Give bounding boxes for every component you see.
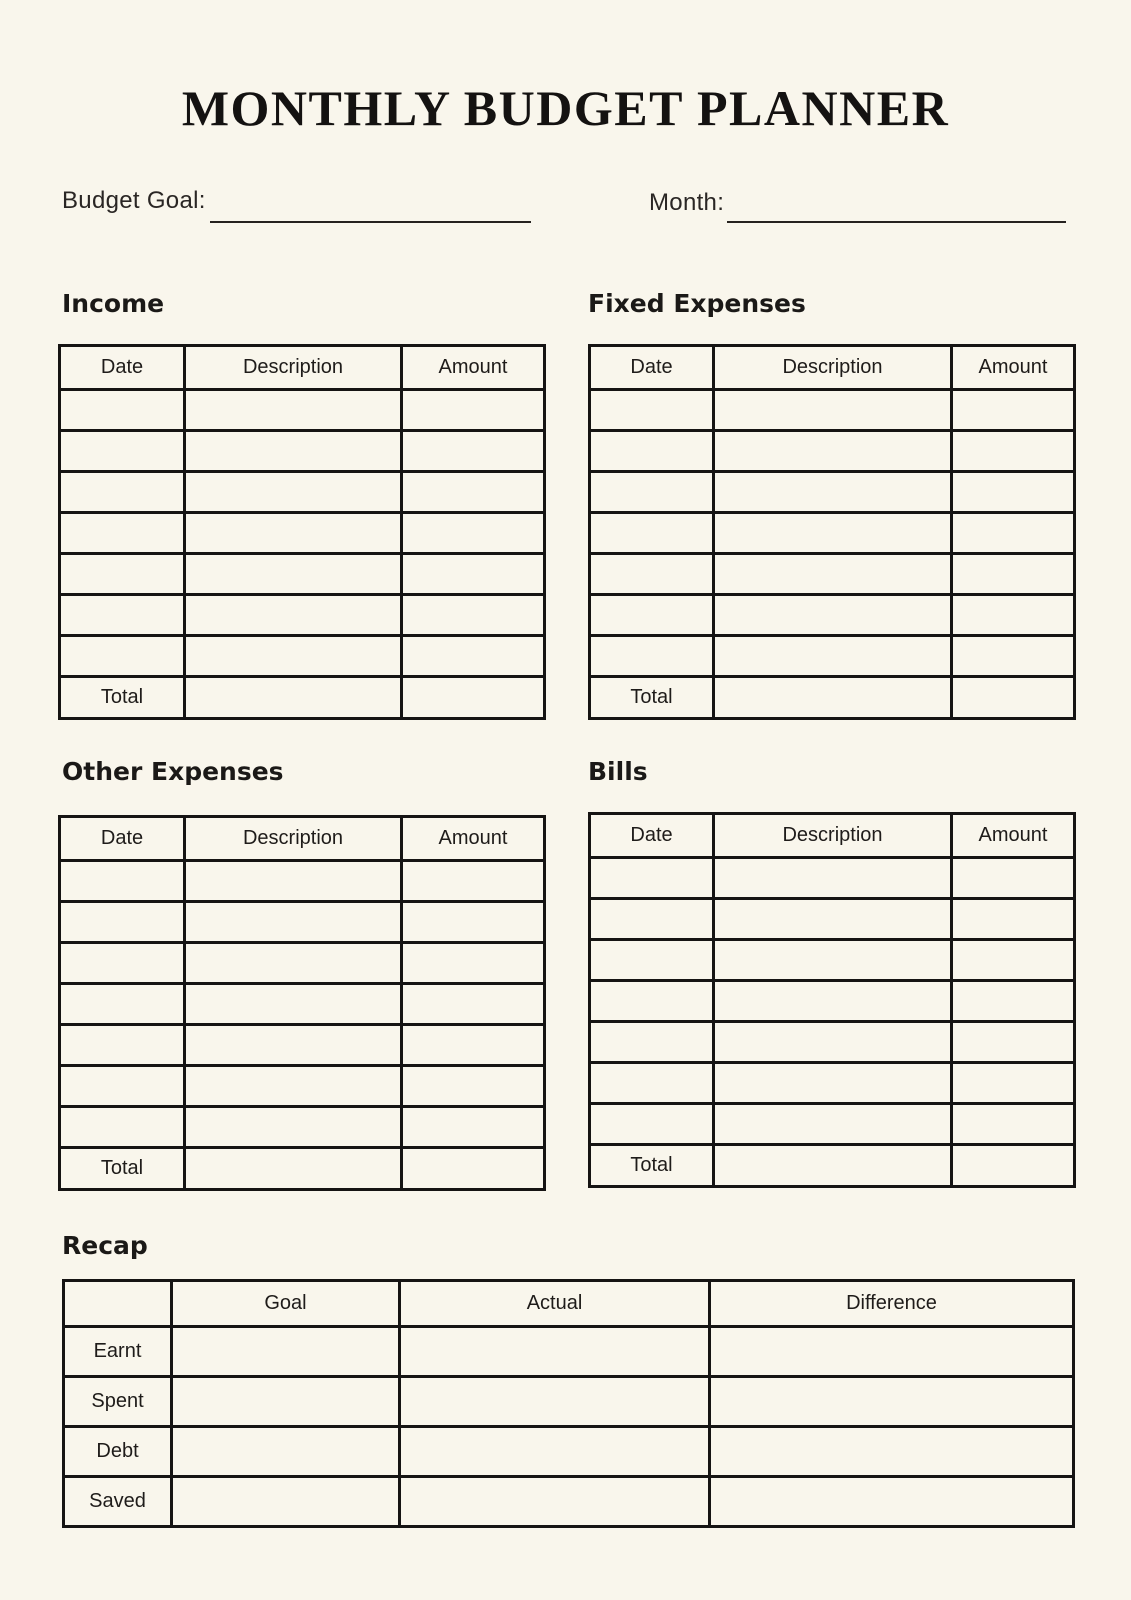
fixed-expenses-total-label: Total <box>590 677 714 719</box>
income-section-heading: Income <box>62 289 165 318</box>
bills-empty-row <box>590 1104 1075 1145</box>
income-description-cell[interactable] <box>185 390 402 431</box>
recap-corner-cell <box>64 1281 172 1327</box>
recap-spent-actual-cell[interactable] <box>400 1377 710 1427</box>
bills-amount-cell[interactable] <box>952 1063 1075 1104</box>
income-amount-cell[interactable] <box>402 472 545 513</box>
recap-column-header-difference: Difference <box>710 1281 1074 1327</box>
income-amount-cell[interactable] <box>402 636 545 677</box>
other-expenses-date-cell[interactable] <box>60 984 185 1025</box>
other-expenses-empty-row <box>60 1025 545 1066</box>
fixed-expenses-empty-row <box>590 431 1075 472</box>
bills-description-cell[interactable] <box>714 1063 952 1104</box>
income-date-cell[interactable] <box>60 554 185 595</box>
income-description-cell[interactable] <box>185 636 402 677</box>
other-expenses-date-cell[interactable] <box>60 1066 185 1107</box>
recap-spent-goal-cell[interactable] <box>172 1377 400 1427</box>
other-expenses-date-cell[interactable] <box>60 861 185 902</box>
bills-column-header-description: Description <box>714 814 952 858</box>
fixed-expenses-column-header-description: Description <box>714 346 952 390</box>
recap-table <box>62 1279 1075 1528</box>
fixed-expenses-amount-cell[interactable] <box>952 595 1075 636</box>
month-label: Month: <box>649 189 725 216</box>
bills-amount-cell[interactable] <box>952 1022 1075 1063</box>
recap-row-label-spent: Spent <box>64 1377 172 1427</box>
fixed-expenses-description-cell[interactable] <box>714 595 952 636</box>
other-expenses-description-cell[interactable] <box>185 1107 402 1148</box>
fixed-expenses-empty-row <box>590 554 1075 595</box>
income-column-header-description: Description <box>185 346 402 390</box>
other-expenses-empty-row <box>60 943 545 984</box>
recap-column-header-actual: Actual <box>400 1281 710 1327</box>
fixed-expenses-section-heading: Fixed Expenses <box>588 289 806 318</box>
income-column-header-date: Date <box>60 346 185 390</box>
other-expenses-empty-row <box>60 861 545 902</box>
fixed-expenses-description-cell[interactable] <box>714 513 952 554</box>
recap-row-earnt <box>64 1327 1074 1377</box>
income-description-cell[interactable] <box>185 472 402 513</box>
income-date-cell[interactable] <box>60 390 185 431</box>
other-expenses-amount-cell[interactable] <box>402 861 545 902</box>
income-empty-row <box>60 636 545 677</box>
budget-goal-label: Budget Goal: <box>62 187 206 214</box>
other-expenses-header-row <box>60 817 545 861</box>
page-title: MONTHLY BUDGET PLANNER <box>181 80 950 136</box>
income-amount-cell[interactable] <box>402 390 545 431</box>
bills-total-label: Total <box>590 1145 714 1187</box>
bills-table <box>588 812 1076 1188</box>
income-column-header-amount: Amount <box>402 346 545 390</box>
other-expenses-total-amount-cell[interactable] <box>402 1148 545 1190</box>
other-expenses-amount-cell[interactable] <box>402 984 545 1025</box>
bills-section-heading: Bills <box>588 757 648 786</box>
fixed-expenses-date-cell[interactable] <box>590 513 714 554</box>
income-total-label: Total <box>60 677 185 719</box>
fixed-expenses-table <box>588 344 1076 720</box>
recap-header-row <box>64 1281 1074 1327</box>
fixed-expenses-description-cell[interactable] <box>714 431 952 472</box>
other-expenses-total-label: Total <box>60 1148 185 1190</box>
recap-row-spent <box>64 1377 1074 1427</box>
fixed-expenses-amount-cell[interactable] <box>952 513 1075 554</box>
recap-row-label-saved: Saved <box>64 1477 172 1527</box>
income-empty-row <box>60 390 545 431</box>
bills-empty-row <box>590 940 1075 981</box>
income-description-cell[interactable] <box>185 513 402 554</box>
income-date-cell[interactable] <box>60 595 185 636</box>
month-fill-line[interactable] <box>727 221 1066 223</box>
other-expenses-description-cell[interactable] <box>185 1025 402 1066</box>
income-header-row <box>60 346 545 390</box>
other-expenses-column-header-date: Date <box>60 817 185 861</box>
other-expenses-empty-row <box>60 984 545 1025</box>
bills-description-cell[interactable] <box>714 1104 952 1145</box>
recap-row-debt <box>64 1427 1074 1477</box>
budget-goal-fill-line[interactable] <box>210 221 531 223</box>
bills-description-cell[interactable] <box>714 981 952 1022</box>
other-expenses-description-cell[interactable] <box>185 1066 402 1107</box>
bills-total-description-cell[interactable] <box>714 1145 952 1187</box>
other-expenses-amount-cell[interactable] <box>402 902 545 943</box>
bills-date-cell[interactable] <box>590 858 714 899</box>
bills-amount-cell[interactable] <box>952 940 1075 981</box>
other-expenses-date-cell[interactable] <box>60 1025 185 1066</box>
bills-total-amount-cell[interactable] <box>952 1145 1075 1187</box>
other-expenses-amount-cell[interactable] <box>402 1066 545 1107</box>
bills-amount-cell[interactable] <box>952 899 1075 940</box>
income-total-description-cell[interactable] <box>185 677 402 719</box>
other-expenses-column-header-description: Description <box>185 817 402 861</box>
fixed-expenses-date-cell[interactable] <box>590 554 714 595</box>
fixed-expenses-empty-row <box>590 513 1075 554</box>
fixed-expenses-total-row <box>590 677 1075 719</box>
bills-empty-row <box>590 1063 1075 1104</box>
other-expenses-date-cell[interactable] <box>60 1107 185 1148</box>
fixed-expenses-empty-row <box>590 472 1075 513</box>
recap-row-saved <box>64 1477 1074 1527</box>
fixed-expenses-empty-row <box>590 390 1075 431</box>
other-expenses-empty-row <box>60 902 545 943</box>
fixed-expenses-amount-cell[interactable] <box>952 431 1075 472</box>
bills-date-cell[interactable] <box>590 940 714 981</box>
other-expenses-description-cell[interactable] <box>185 902 402 943</box>
other-expenses-date-cell[interactable] <box>60 943 185 984</box>
recap-debt-actual-cell[interactable] <box>400 1427 710 1477</box>
income-total-row <box>60 677 545 719</box>
fixed-expenses-column-header-date: Date <box>590 346 714 390</box>
income-description-cell[interactable] <box>185 554 402 595</box>
other-expenses-column-header-amount: Amount <box>402 817 545 861</box>
bills-empty-row <box>590 899 1075 940</box>
bills-description-cell[interactable] <box>714 899 952 940</box>
bills-column-header-date: Date <box>590 814 714 858</box>
income-table <box>58 344 546 720</box>
fixed-expenses-description-cell[interactable] <box>714 636 952 677</box>
other-expenses-empty-row <box>60 1107 545 1148</box>
fixed-expenses-description-cell[interactable] <box>714 472 952 513</box>
bills-empty-row <box>590 858 1075 899</box>
fixed-expenses-description-cell[interactable] <box>714 390 952 431</box>
income-empty-row <box>60 431 545 472</box>
recap-debt-goal-cell[interactable] <box>172 1427 400 1477</box>
recap-spent-difference-cell[interactable] <box>710 1377 1074 1427</box>
bills-date-cell[interactable] <box>590 1022 714 1063</box>
recap-row-label-debt: Debt <box>64 1427 172 1477</box>
recap-earnt-actual-cell[interactable] <box>400 1327 710 1377</box>
bills-description-cell[interactable] <box>714 858 952 899</box>
bills-description-cell[interactable] <box>714 940 952 981</box>
fixed-expenses-header-row <box>590 346 1075 390</box>
recap-saved-actual-cell[interactable] <box>400 1477 710 1527</box>
recap-saved-goal-cell[interactable] <box>172 1477 400 1527</box>
income-description-cell[interactable] <box>185 431 402 472</box>
income-empty-row <box>60 513 545 554</box>
income-date-cell[interactable] <box>60 513 185 554</box>
fixed-expenses-date-cell[interactable] <box>590 390 714 431</box>
recap-section-heading: Recap <box>62 1231 148 1260</box>
recap-row-label-earnt: Earnt <box>64 1327 172 1377</box>
bills-empty-row <box>590 1022 1075 1063</box>
bills-header-row <box>590 814 1075 858</box>
other-expenses-amount-cell[interactable] <box>402 1025 545 1066</box>
bills-date-cell[interactable] <box>590 981 714 1022</box>
other-expenses-description-cell[interactable] <box>185 984 402 1025</box>
income-amount-cell[interactable] <box>402 595 545 636</box>
fixed-expenses-column-header-amount: Amount <box>952 346 1075 390</box>
bills-empty-row <box>590 981 1075 1022</box>
income-total-amount-cell[interactable] <box>402 677 545 719</box>
other-expenses-section-heading: Other Expenses <box>62 757 284 786</box>
recap-debt-difference-cell[interactable] <box>710 1427 1074 1477</box>
other-expenses-description-cell[interactable] <box>185 943 402 984</box>
income-date-cell[interactable] <box>60 636 185 677</box>
income-empty-row <box>60 595 545 636</box>
recap-earnt-difference-cell[interactable] <box>710 1327 1074 1377</box>
income-amount-cell[interactable] <box>402 513 545 554</box>
bills-date-cell[interactable] <box>590 1063 714 1104</box>
fixed-expenses-amount-cell[interactable] <box>952 554 1075 595</box>
income-amount-cell[interactable] <box>402 431 545 472</box>
fixed-expenses-date-cell[interactable] <box>590 472 714 513</box>
other-expenses-total-row <box>60 1148 545 1190</box>
other-expenses-description-cell[interactable] <box>185 861 402 902</box>
other-expenses-table <box>58 815 546 1191</box>
bills-description-cell[interactable] <box>714 1022 952 1063</box>
recap-earnt-goal-cell[interactable] <box>172 1327 400 1377</box>
income-description-cell[interactable] <box>185 595 402 636</box>
income-empty-row <box>60 554 545 595</box>
bills-date-cell[interactable] <box>590 899 714 940</box>
income-date-cell[interactable] <box>60 431 185 472</box>
other-expenses-amount-cell[interactable] <box>402 1107 545 1148</box>
income-date-cell[interactable] <box>60 472 185 513</box>
income-amount-cell[interactable] <box>402 554 545 595</box>
fixed-expenses-total-amount-cell[interactable] <box>952 677 1075 719</box>
bills-total-row <box>590 1145 1075 1187</box>
other-expenses-total-description-cell[interactable] <box>185 1148 402 1190</box>
fixed-expenses-empty-row <box>590 595 1075 636</box>
fixed-expenses-total-description-cell[interactable] <box>714 677 952 719</box>
other-expenses-amount-cell[interactable] <box>402 943 545 984</box>
bills-amount-cell[interactable] <box>952 981 1075 1022</box>
income-empty-row <box>60 472 545 513</box>
other-expenses-date-cell[interactable] <box>60 902 185 943</box>
bills-column-header-amount: Amount <box>952 814 1075 858</box>
fixed-expenses-date-cell[interactable] <box>590 636 714 677</box>
fixed-expenses-empty-row <box>590 636 1075 677</box>
recap-column-header-goal: Goal <box>172 1281 400 1327</box>
fixed-expenses-date-cell[interactable] <box>590 431 714 472</box>
fixed-expenses-amount-cell[interactable] <box>952 472 1075 513</box>
bills-amount-cell[interactable] <box>952 1104 1075 1145</box>
fixed-expenses-amount-cell[interactable] <box>952 636 1075 677</box>
fixed-expenses-date-cell[interactable] <box>590 595 714 636</box>
bills-date-cell[interactable] <box>590 1104 714 1145</box>
bills-amount-cell[interactable] <box>952 858 1075 899</box>
other-expenses-empty-row <box>60 1066 545 1107</box>
recap-saved-difference-cell[interactable] <box>710 1477 1074 1527</box>
fixed-expenses-description-cell[interactable] <box>714 554 952 595</box>
fixed-expenses-amount-cell[interactable] <box>952 390 1075 431</box>
